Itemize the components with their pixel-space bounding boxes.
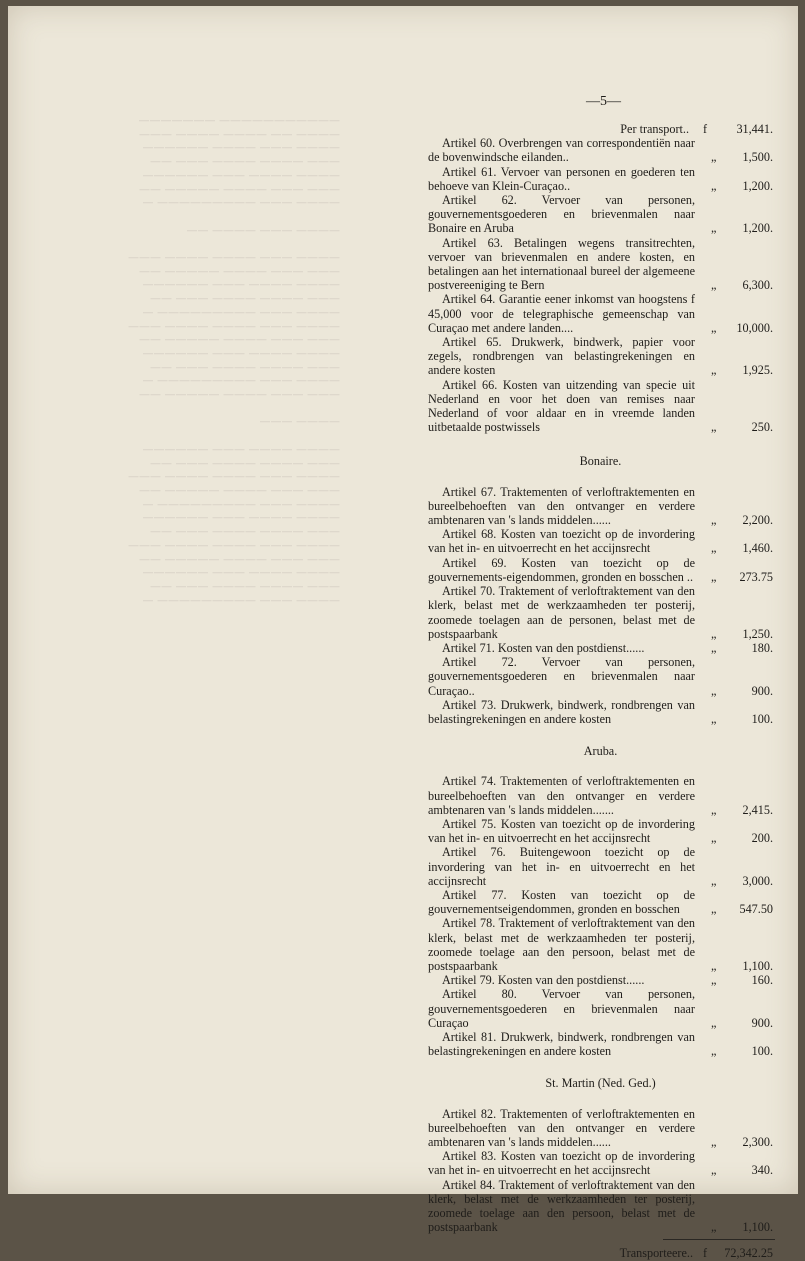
section-aruba <box>428 774 773 1058</box>
entry-quote-mark: „ <box>711 420 717 435</box>
entry-amount: 1,250. <box>742 626 773 641</box>
entry-quote-mark: „ <box>711 1163 717 1178</box>
budget-entry <box>428 1149 773 1177</box>
entry-amount: 100. <box>751 711 773 726</box>
carried-total-row <box>428 1246 773 1260</box>
entry-text: Artikel 63. Betalingen wegens transitrechten, vervoer van brievenmalen en andere kosten, en betalingen aan het internationaal bureel der algemeene postvereeniging te Bern <box>428 235 695 293</box>
entry-quote-mark: „ <box>711 1135 717 1149</box>
budget-entry <box>428 136 773 164</box>
entry-quote-mark: „ <box>711 541 717 556</box>
entry-quote-mark: „ <box>711 711 717 726</box>
entry-amount: 250. <box>751 420 773 435</box>
budget-entry <box>428 845 773 888</box>
budget-entry <box>428 236 773 293</box>
entry-amount: 2,200. <box>742 513 773 528</box>
entry-quote-mark: „ <box>711 1044 717 1059</box>
total-divider-line <box>663 1239 775 1240</box>
entry-text: Artikel 73. Drukwerk, bindwerk, rondbrengen van belastingrekeningen en andere kosten <box>428 697 695 726</box>
budget-entry <box>428 1178 773 1235</box>
section-heading-aruba: Aruba. <box>583 744 618 759</box>
currency-symbol: f <box>702 1246 708 1261</box>
budget-entry <box>428 655 773 698</box>
entry-amount: 10,000. <box>736 320 773 335</box>
budget-entry <box>428 485 773 528</box>
budget-entry <box>428 774 773 817</box>
carry-forward-amount: 31,441. <box>736 122 773 136</box>
entry-text: Artikel 84. Traktement of verloftraktement van den klerk, belast met de werkzaamheden ter posterij, zoomede toelage aan den persoon, belast met de postspaarbank <box>428 1177 695 1235</box>
entry-quote-mark: „ <box>711 902 717 917</box>
section-st-martin <box>428 1107 773 1235</box>
entry-amount: 160. <box>751 973 773 988</box>
entry-text: Artikel 68. Kosten van toezicht op de invordering van het in- en uitvoerrecht en het accijnsrecht <box>428 527 695 556</box>
carried-total-amount: 72,342.25 <box>724 1246 773 1261</box>
budget-entry <box>428 378 773 435</box>
section-bonaire <box>428 485 773 726</box>
entry-amount: 6,300. <box>742 278 773 293</box>
entry-text: Artikel 64. Garantie eener inkomst van hoogstens f 45,000 voor de telegraphische gemeenschap van Curaçao met andere landen.... <box>428 292 695 335</box>
entry-quote-mark: „ <box>711 569 717 584</box>
budget-entry <box>428 973 773 987</box>
entry-amount: 1,100. <box>742 958 773 973</box>
entry-amount: 2,415. <box>742 802 773 817</box>
entry-amount: 3,000. <box>742 873 773 888</box>
entry-amount: 900. <box>751 1015 773 1030</box>
budget-entry <box>428 1030 773 1058</box>
budget-entry <box>428 556 773 584</box>
entry-quote-mark: „ <box>711 626 717 641</box>
entry-text: Artikel 65. Drukwerk, bindwerk, papier voor zegels, rondbrengen van belastingrekeningen en andere kosten <box>428 335 695 378</box>
budget-entry <box>428 916 773 973</box>
entry-text: Artikel 62. Vervoer van personen, gouvernementsgoederen en brievenmalen naar Bonaire en Aruba <box>428 193 695 236</box>
currency-symbol: f <box>702 122 708 136</box>
entry-text: Artikel 60. Overbrengen van correspondentiën naar de bovenwindsche eilanden.. <box>428 136 695 165</box>
entry-amount: 200. <box>751 831 773 846</box>
entry-amount: 1,460. <box>742 541 773 556</box>
entry-amount: 1,925. <box>742 363 773 378</box>
entry-amount: 1,500. <box>742 150 773 165</box>
entry-quote-mark: „ <box>711 802 717 817</box>
budget-entry <box>428 641 773 655</box>
entry-amount: 2,300. <box>742 1135 773 1149</box>
bleed-through-text: ——————————— ——————— ———— —— ———— ———— ——— ———— ——— ———— —————— ——— ———— ———— ——— —— ———— ———— ——— —————— ——— ——— ———— ————— —— ———— ——— ————————— — ———— ——— ———— —— ———— ——— ———— ———— ——— ——— ——— ———— ————— —— ———— ———— ——— —————— ——— ———— ———— ——— —— ———— ——— ————————— — ———— ——— ———— ———— ——— ——— ——— ———— ————— —— ———— ———— ——— —————— ——— ———— ———— ——— —— ———— ——— ————————— — ——— ——— ———— ————— —— ———— ——— ———— ———— ——— —————— ——— ———— ———— ——— —— ———— ——— ———— ———— ——— ——— ——— ———— ————— —— ———— ——— ————————— — ———— ———— ——— —————— ——— ———— ———— ——— —— ———— ——— ———— ———— ——— ——— ——— ———— ————— —— ———— ———— ——— —————— ——— ———— ———— ——— —— ———— ——— ————————— — <box>128 114 340 607</box>
entry-quote-mark: „ <box>711 278 717 293</box>
entry-quote-mark: „ <box>711 178 717 193</box>
entry-quote-mark: „ <box>711 513 717 528</box>
entry-quote-mark: „ <box>711 363 717 378</box>
entry-text: Artikel 69. Kosten van toezicht op de gouvernements-eigendommen, gronden en bosschen .. <box>428 555 695 584</box>
entry-amount: 100. <box>751 1044 773 1059</box>
entry-quote-mark: „ <box>711 873 717 888</box>
section-heading-bonaire: Bonaire. <box>579 454 622 469</box>
entry-amount: 180. <box>751 640 773 655</box>
budget-entry <box>428 335 773 378</box>
entry-amount: 273.75 <box>739 569 773 584</box>
carry-forward-label: Per transport.. <box>620 122 689 136</box>
entry-text: Artikel 71. Kosten van den postdienst...... <box>442 640 645 655</box>
entry-text: Artikel 83. Kosten van toezicht op de invordering van het in- en uitvoerrecht en het accijnsrecht <box>428 1149 695 1178</box>
entry-text: Artikel 81. Drukwerk, bindwerk, rondbrengen van belastingrekeningen en andere kosten <box>428 1029 695 1059</box>
entry-amount: 900. <box>751 683 773 698</box>
entry-quote-mark: „ <box>711 1015 717 1030</box>
entry-quote-mark: „ <box>711 150 717 165</box>
entry-text: Artikel 67. Traktementen of verloftraktementen en bureelbehoeften van den ontvanger en verdere ambtenaren van 's lands middelen...... <box>428 484 695 528</box>
entry-quote-mark: „ <box>711 1220 717 1235</box>
carried-total-label: Transporteere.. <box>619 1246 693 1261</box>
entry-text: Artikel 74. Traktementen of verloftraktementen en bureelbehoeften van den ontvanger en verdere ambtenaren van 's lands middelen....... <box>428 774 695 817</box>
entry-amount: 1,200. <box>742 178 773 193</box>
entry-text: Artikel 72. Vervoer van personen, gouvernementsgoederen en brievenmalen naar Curaçao.. <box>428 655 695 698</box>
entry-amount: 1,200. <box>742 221 773 236</box>
budget-entry <box>428 698 773 726</box>
section-general <box>428 136 773 434</box>
budget-entry <box>428 292 773 335</box>
budget-entry <box>428 1107 773 1150</box>
entry-text: Artikel 80. Vervoer van personen, gouvernementsgoederen en brievenmalen naar Curaçao <box>428 987 695 1030</box>
entry-quote-mark: „ <box>711 958 717 973</box>
page-number: —5— <box>586 94 621 109</box>
entry-quote-mark: „ <box>711 683 717 698</box>
budget-entry <box>428 987 773 1030</box>
entry-text: Artikel 66. Kosten van uitzending van specie uit Nederland en voor het doen van remises naar Nederland of voor aldaar en in vreemde landen uitbetaalde postwissels <box>428 377 695 435</box>
budget-entry <box>428 165 773 193</box>
budget-entry <box>428 817 773 845</box>
entry-quote-mark: „ <box>711 831 717 846</box>
entry-text: Artikel 61. Vervoer van personen en goederen ten behoeve van Klein-Curaçao.. <box>428 164 695 193</box>
entry-quote-mark: „ <box>711 221 717 236</box>
entry-amount: 1,100. <box>742 1220 773 1235</box>
entry-text: Artikel 75. Kosten van toezicht op de invordering van het in- en uitvoerrecht en het accijnsrecht <box>428 816 695 846</box>
entry-text: Artikel 78. Traktement of verloftraktement van den klerk, belast met de werkzaamheden ter posterij, zoomede toelage aan den persoon, belast met de postspaarbank <box>428 916 695 973</box>
budget-entry <box>428 888 773 916</box>
entry-text: Artikel 70. Traktement of verloftraktement van den klerk, belast met de werkzaamheden ter posterij, zoomede toelagen aan de personen, belast met de postspaarbank <box>428 584 695 641</box>
entry-text: Artikel 77. Kosten van toezicht op de gouvernementseigendommen, gronden en bosschen <box>428 887 695 917</box>
document-page <box>8 6 798 1261</box>
entry-quote-mark: „ <box>711 973 717 988</box>
entry-text: Artikel 82. Traktementen of verloftraktementen en bureelbehoeften van den ontvanger en verdere ambtenaren van 's lands middelen...... <box>428 1106 695 1149</box>
budget-entry <box>428 527 773 555</box>
entry-amount: 340. <box>751 1163 773 1178</box>
entry-text: Artikel 76. Buitengewoon toezicht op de invordering van het in- en uitvoerrecht en het accijnsrecht <box>428 845 695 888</box>
budget-entry <box>428 193 773 236</box>
entry-quote-mark: „ <box>711 640 717 655</box>
section-heading-st-martin: St. Martin (Ned. Ged.) <box>545 1076 656 1091</box>
budget-entry <box>428 584 773 641</box>
entry-quote-mark: „ <box>711 320 717 335</box>
entry-amount: 547.50 <box>739 902 773 917</box>
carry-forward-row <box>428 122 773 136</box>
entry-text: Artikel 79. Kosten van den postdienst...... <box>442 973 645 988</box>
budget-list <box>428 122 773 1261</box>
